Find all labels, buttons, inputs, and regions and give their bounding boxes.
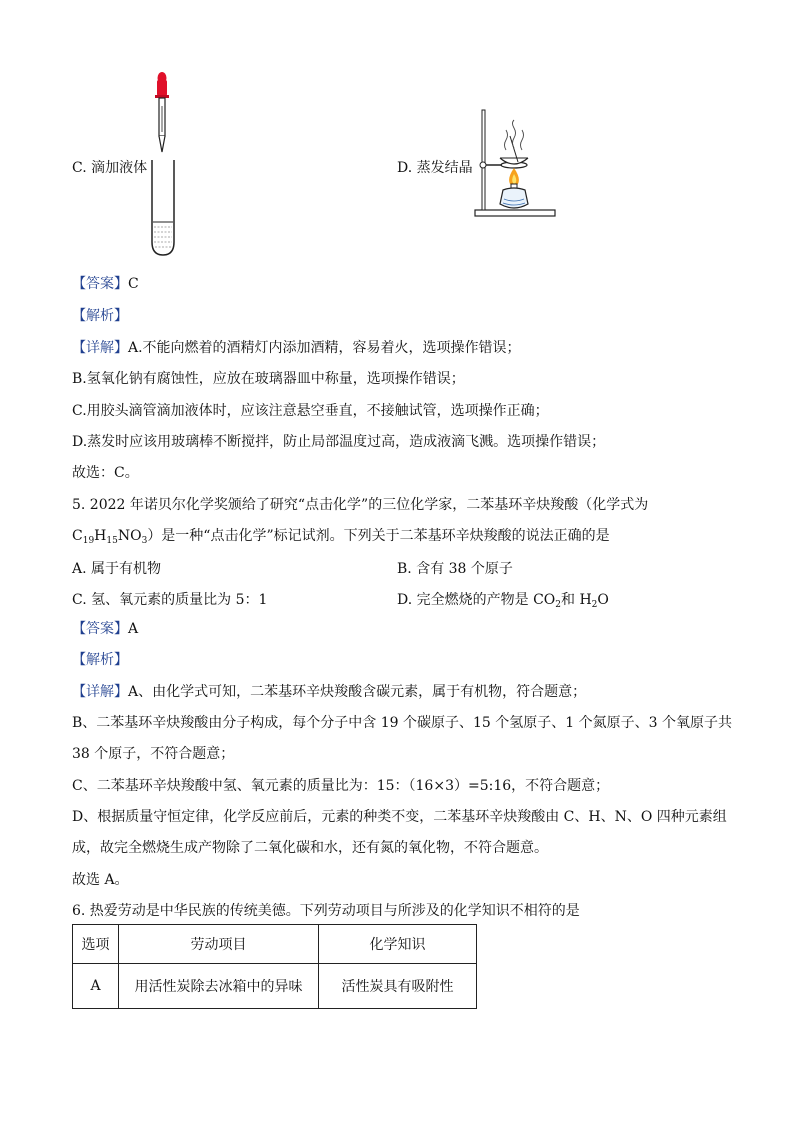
q4-conclusion: 故选：C。 (72, 465, 139, 481)
table-cell: 用活性炭除去冰箱中的异味 (119, 964, 319, 1009)
q4-analysis-label: 【解析】 (72, 308, 128, 324)
table-header-row (73, 925, 477, 964)
answer-label: 【答案】 (72, 621, 128, 637)
detail-label: 【详解】 (72, 684, 128, 700)
q5-detail-c: C、二苯基环辛炔羧酸中氢、氧元素的质量比为：15：（16×3）=5:16，不符合题意； (72, 778, 610, 794)
q5-detail-d2: 成，故完全燃烧生成产物除了二氧化碳和水，还有氮的氧化物，不符合题意。 (72, 840, 548, 856)
q5-stem-line2 (72, 527, 610, 545)
table-cell: A (73, 964, 119, 1009)
table-header-cell: 选项 (73, 925, 119, 964)
q4-detail-c: C.用胶头滴管滴加液体时，应该注意悬空垂直，不接触试管，选项操作正确； (72, 403, 549, 419)
detail-a-text: A.不能向燃着的酒精灯内添加酒精，容易着火，选项操作错误； (128, 340, 521, 356)
option-d-mid: 和 H (561, 592, 592, 608)
dropper-test-tube-figure (140, 68, 190, 260)
q5-option-d (397, 589, 609, 609)
q5-analysis-label: 【解析】 (72, 652, 128, 668)
option-c-label: C. 滴加液体 (72, 160, 148, 176)
detail-label: 【详解】 (72, 340, 128, 356)
q4-answer (72, 275, 139, 293)
formula-h: H (94, 528, 107, 544)
answer-value: C (128, 276, 139, 292)
q5-option-a: A. 属于有机物 (72, 561, 162, 577)
q5-detail-a (72, 683, 586, 701)
stem-line2-rest: ）是一种“点击化学”标记试剂。下列关于二苯基环辛炔羧酸的说法正确的是 (147, 528, 610, 544)
table-header-cell: 化学知识 (319, 925, 477, 964)
q5-detail-d1: D、根据质量守恒定律，化学反应前后，元素的种类不变，二苯基环辛炔羧酸由 C、H、N、O 四种元素组 (72, 809, 727, 825)
q6-stem: 6. 热爱劳动是中华民族的传统美德。下列劳动项目与所涉及的化学知识不相符的是 (72, 903, 580, 919)
q6-table (72, 924, 477, 1009)
q4-detail-b: B.氢氧化钠有腐蚀性，应放在玻璃器皿中称量，选项操作错误； (72, 371, 465, 387)
option-d-pre: D. 完全燃烧的产物是 CO (397, 592, 556, 608)
evaporation-apparatus-figure (470, 108, 562, 220)
q5-option-c: C. 氢、氧元素的质量比为 5：1 (72, 592, 268, 608)
q5-conclusion: 故选 A。 (72, 872, 129, 888)
q4-detail-d: D.蒸发时应该用玻璃棒不断搅拌，防止局部温度过高，造成液滴飞溅。选项操作错误； (72, 434, 606, 450)
formula-c-sub: 19 (82, 536, 95, 546)
table-header-cell: 劳动项目 (119, 925, 319, 964)
formula-h-sub: 15 (106, 536, 118, 546)
q5-detail-b1: B、二苯基环辛炔羧酸由分子构成，每个分子中含 19 个碳原子、15 个氢原子、1 个氮原子、3 个氧原子共 (72, 715, 732, 731)
option-d-sub1: 2 (555, 600, 561, 610)
option-d-end: O (597, 592, 609, 608)
option-d-sub2: 2 (591, 600, 598, 610)
q5-detail-b2: 38 个原子，不符合题意； (72, 746, 235, 762)
formula-o-sub: 3 (141, 536, 148, 546)
table-row (73, 964, 477, 1009)
q5-answer (72, 620, 138, 638)
answer-label: 【答案】 (72, 276, 128, 292)
option-d-label: D. 蒸发结晶 (397, 160, 473, 176)
detail-a-text: A、由化学式可知，二苯基环辛炔羧酸含碳元素，属于有机物，符合题意； (128, 684, 587, 700)
answer-value: A (128, 621, 139, 637)
formula-rest: NO (117, 528, 142, 544)
q5-option-b: B. 含有 38 个原子 (397, 561, 513, 577)
q4-detail-a (72, 339, 521, 357)
formula-c: C (72, 528, 83, 544)
table-cell: 活性炭具有吸附性 (319, 964, 477, 1009)
q5-stem-line1: 5. 2022 年诺贝尔化学奖颁给了研究“点击化学”的三位化学家，二苯基环辛炔羧酸（化学式为 (72, 497, 649, 513)
